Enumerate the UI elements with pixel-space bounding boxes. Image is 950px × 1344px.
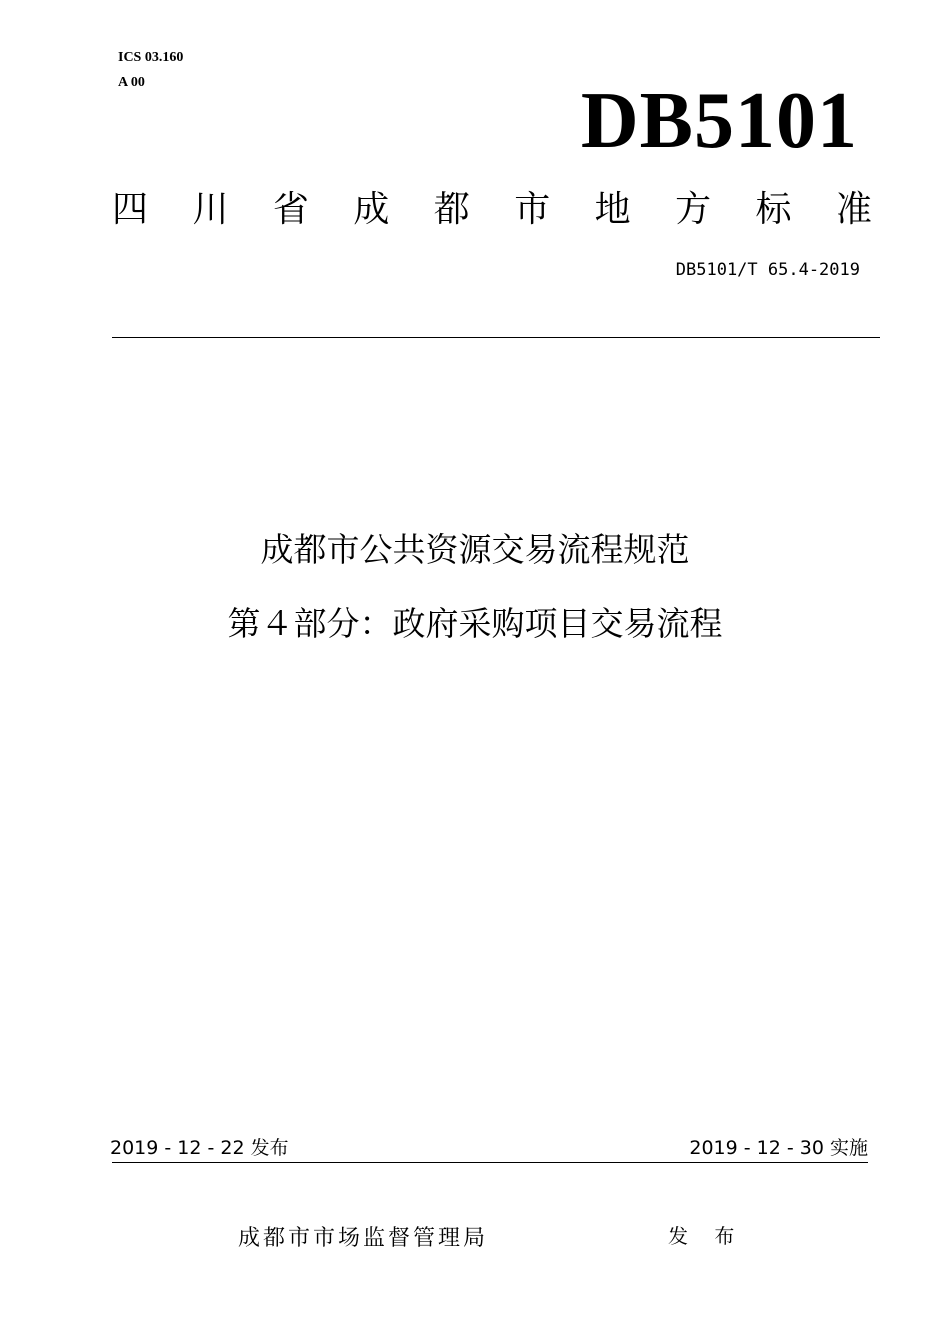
standard-number: DB5101/T 65.4-2019: [675, 260, 860, 280]
standard-type-char: 市: [514, 189, 551, 230]
standard-type-char: 省: [272, 189, 309, 230]
issue-label: 发 布: [668, 1224, 745, 1248]
ics-code: ICS 03.160: [118, 50, 184, 65]
standard-type-char: 成: [353, 189, 390, 230]
standard-type-char: 川: [192, 189, 229, 230]
standard-type-char: 方: [675, 189, 712, 230]
standard-type-char: 都: [433, 189, 470, 230]
issuing-authority: 成都市市场监督管理局: [238, 1226, 489, 1251]
standard-type-char: 四: [112, 189, 149, 230]
document-title: 成都市公共资源交易流程规范: [260, 530, 690, 569]
footer-divider: [112, 1162, 868, 1163]
implementation-date: 2019 - 12 - 30 实施: [689, 1137, 868, 1159]
standard-type-char: 标: [755, 189, 792, 230]
classification-code: A 00: [118, 75, 145, 90]
standard-type-heading: [112, 185, 872, 235]
standard-logo: DB5101: [580, 77, 858, 165]
standard-type-char: 地: [594, 189, 631, 230]
document-subtitle: 第４部分：政府采购项目交易流程: [227, 604, 723, 643]
issue-date: 2019 - 12 - 22 发布: [110, 1137, 289, 1159]
standard-type-char: 准: [835, 189, 872, 230]
header-divider: [112, 337, 880, 338]
